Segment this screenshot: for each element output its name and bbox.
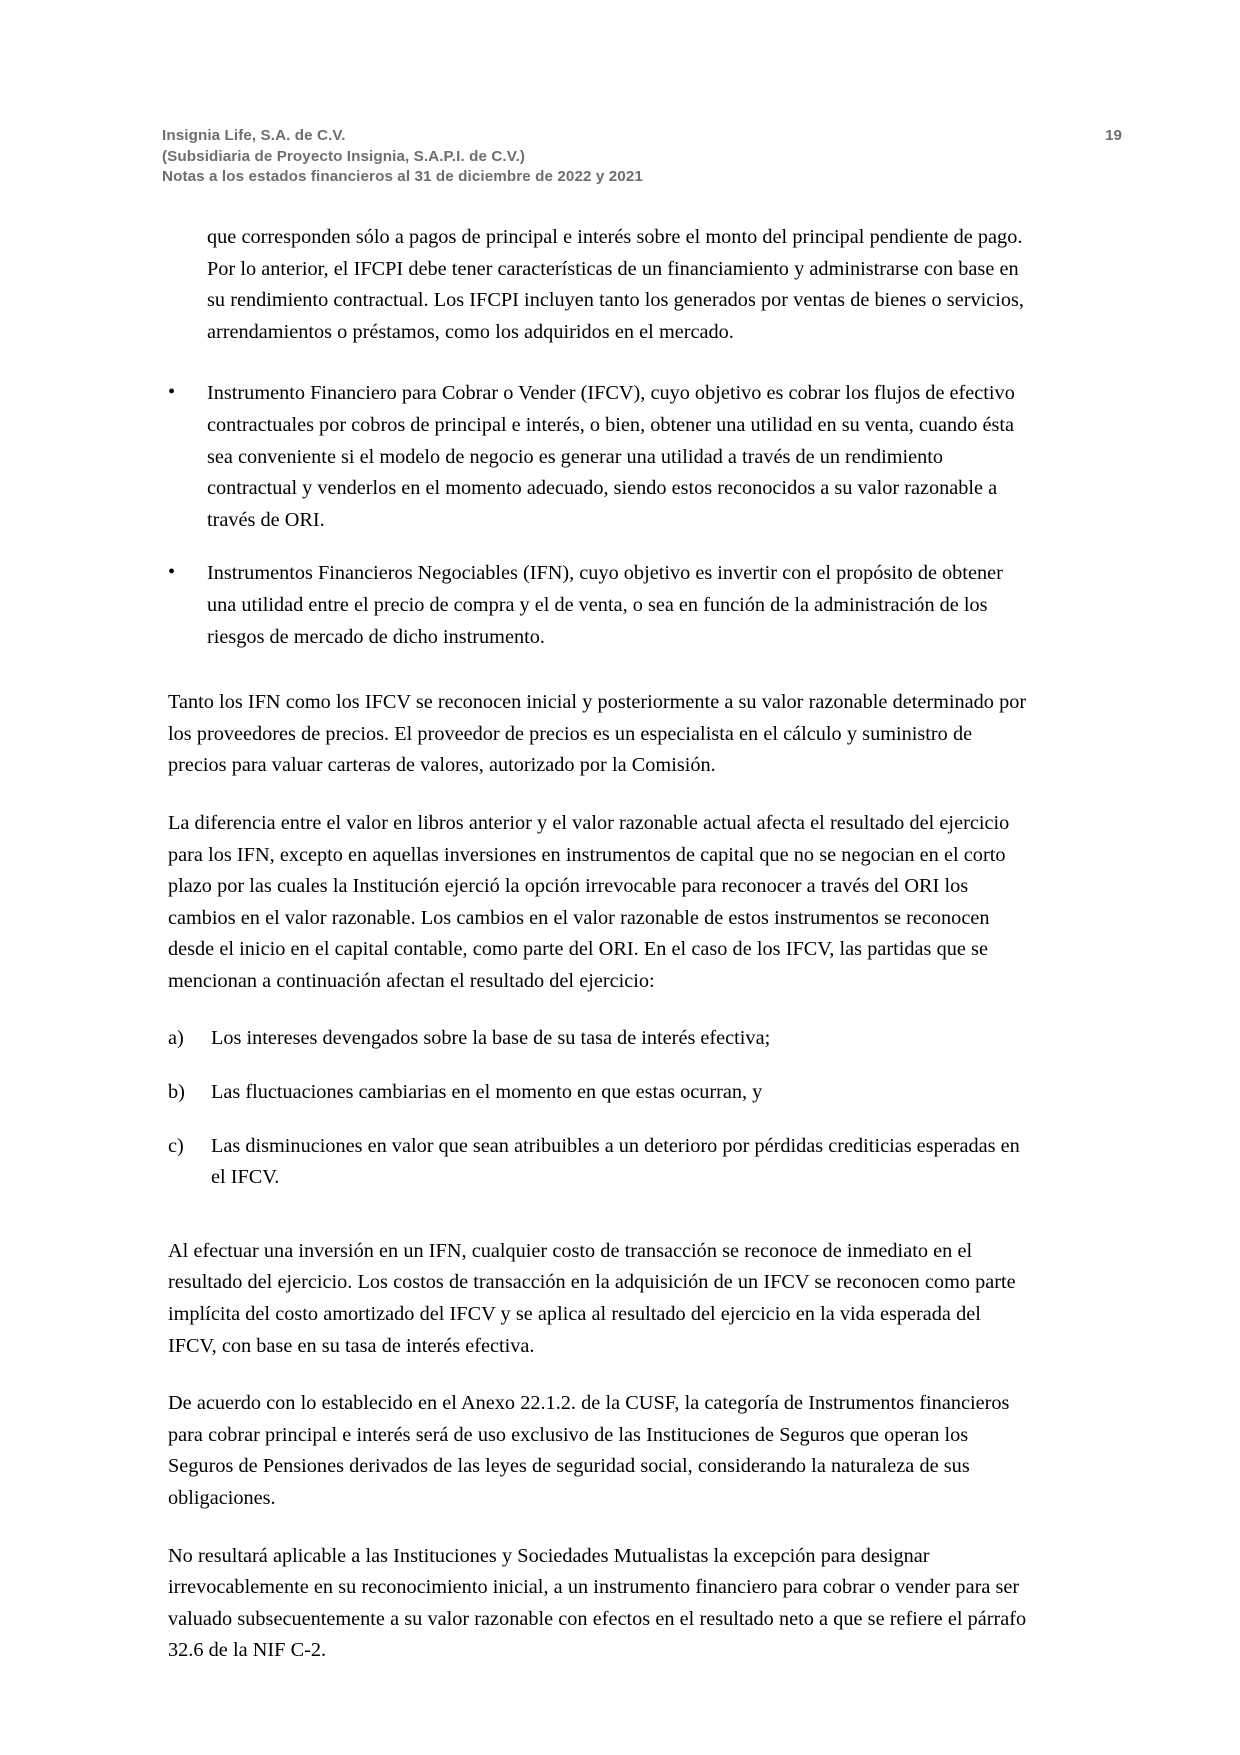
lettered-list-partidas <box>168 1023 1030 1193</box>
paragraph-no-resultara: No resultará aplicable a las Instituciones y Sociedades Mutualistas la excepción para designar irrevocablemente en su reconocimiento inicial, a un instrumento financiero para cobrar o vender para ser valuado subsecuentemente a su valor razonable con efectos en el resultado neto a que se refiere el párrafo 32.6 de la NIF C-2. <box>168 1544 1027 1662</box>
lettered-item-b-text: Las fluctuaciones cambiarias en el momento en que estas ocurran, y <box>211 1081 763 1104</box>
list-item <box>168 378 1030 536</box>
page-number: 19 <box>1105 127 1122 144</box>
lettered-item-c-text: Las disminuciones en valor que sean atribuibles a un deterioro por pérdidas crediticias esperadas en el IFCV. <box>211 1134 1020 1189</box>
list-item <box>168 1077 1030 1109</box>
paragraph-al-efectuar: Al efectuar una inversión en un IFN, cualquier costo de transacción se reconoce de inmediato en el resultado del ejercicio. Los costos de transacción en la adquisición de un IFCV se reconocen como parte implícita del costo amortizado del IFCV y se aplica al resultado del ejercicio en la vida esperada del IFCV, con base en su tasa de interés efectiva. <box>168 1239 1016 1357</box>
bullet-item-ifn-text: Instrumentos Financieros Negociables (IFN), cuyo objetivo es invertir con el propósito de obtener una utilidad entre el precio de compra y el de venta, o sea en función de la administración de los riesgos de mercado de dicho instrumento. <box>207 562 1003 648</box>
bullet-list-instruments <box>168 378 1030 653</box>
header-entity-block <box>162 126 643 188</box>
list-marker-c: c) <box>168 1134 184 1157</box>
paragraph-continuation: que corresponden sólo a pagos de principal e interés sobre el monto del principal pendiente de pago. Por lo anterior, el IFCPI debe tener características de un financiamiento y administrarse con base en su rendimiento contractual. Los IFCPI incluyen tanto los generados por ventas de bienes o servicios, arrendamientos o préstamos, como los adquiridos en el mercado. <box>207 226 1024 343</box>
list-marker-b: b) <box>168 1081 185 1104</box>
paragraph-de-acuerdo-cusf: De acuerdo con lo establecido en el Anexo 22.1.2. de la CUSF, la categoría de Instrumentos financieros para cobrar principal e interés será de uso exclusivo de las Instituciones de Seguros que operan los Seguros de Pensiones derivados de las leyes de seguridad social, considerando la naturaleza de sus obligaciones. <box>168 1392 1010 1509</box>
document-body <box>168 222 1030 1693</box>
document-header <box>162 126 1122 188</box>
header-company-name: Insignia Life, S.A. de C.V. <box>162 127 346 144</box>
list-marker-a: a) <box>168 1027 184 1050</box>
paragraph-diferencia-valor: La diferencia entre el valor en libros anterior y el valor razonable actual afecta el resultado del ejercicio para los IFN, excepto en aquellas inversiones en instrumentos de capital que no se negocian en el corto plazo por las cuales la Institución ejerció la opción irrevocable para reconocer a través del ORI los cambios en el valor razonable. Los cambios en el valor razonable de estos instrumentos se reconocen desde el inicio en el capital contable, como parte del ORI. En el caso de los IFCV, las partidas que se mencionan a continuación afectan el resultado del ejercicio: <box>168 811 1010 992</box>
header-subsidiary-line: (Subsidiaria de Proyecto Insignia, S.A.P.I. de C.V.) <box>162 147 526 165</box>
header-notes-line: Notas a los estados financieros al 31 de diciembre de 2022 y 2021 <box>162 168 643 185</box>
bullet-icon: • <box>168 561 176 584</box>
spacer <box>168 1220 1030 1236</box>
bullet-icon: • <box>168 381 176 404</box>
list-item <box>168 1131 1030 1194</box>
paragraph-ifn-ifcv: Tanto los IFN como los IFCV se reconocen inicial y posteriormente a su valor razonable determinado por los proveedores de precios. El proveedor de precios es un especialista en el cálculo y suministro de precios para valuar carteras de valores, autorizado por la Comisión. <box>168 691 1027 777</box>
spacer <box>168 679 1030 687</box>
list-item <box>168 558 1030 653</box>
bullet-item-ifcv-text: Instrumento Financiero para Cobrar o Vender (IFCV), cuyo objetivo es cobrar los flujos de efectivo contractuales por cobros de principal e interés, o bien, obtener una utilidad en su venta, cuando ésta sea conveniente si el modelo de negocio es generar una utilidad a través de un rendimiento contractual y venderlos en el momento adecuado, siendo estos reconocidos a su valor razonable a través de ORI. <box>207 382 1015 531</box>
lettered-item-a-text: Los intereses devengados sobre la base de su tasa de interés efectiva; <box>211 1027 771 1050</box>
list-item <box>168 1023 1030 1055</box>
